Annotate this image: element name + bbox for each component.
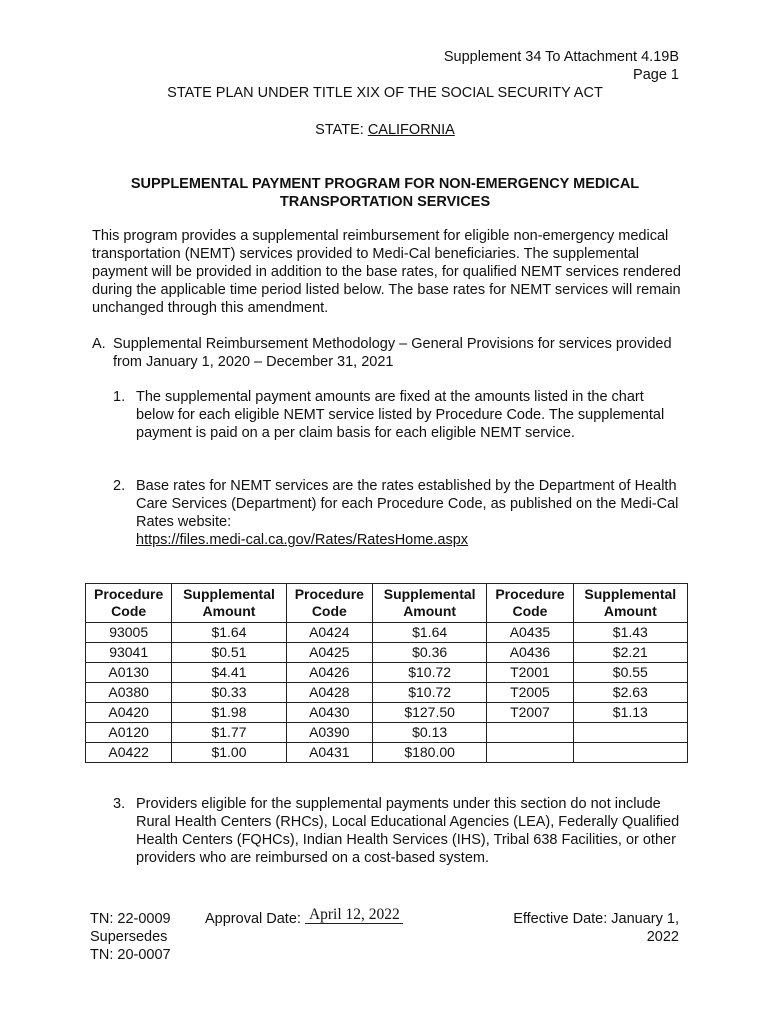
supplemental-amount-cell: $1.13 xyxy=(573,703,687,723)
approval-date: April 12, 2022 xyxy=(305,907,403,924)
tn-number: TN: 22-0009 xyxy=(90,911,171,927)
supplemental-amount-cell: $1.00 xyxy=(172,743,286,763)
item-number: 3. xyxy=(113,796,126,812)
table-row xyxy=(86,683,688,703)
supplemental-amount-cell: $180.00 xyxy=(372,743,486,763)
procedure-code-cell: A0425 xyxy=(286,643,372,663)
procedure-code-cell: A0430 xyxy=(286,703,372,723)
procedure-code-cell: A0428 xyxy=(286,683,372,703)
approval-date-block xyxy=(205,906,403,928)
procedure-code-cell: A0422 xyxy=(86,743,172,763)
supplemental-amount-cell: $1.64 xyxy=(372,623,486,643)
item-text: The supplemental payment amounts are fixed at the amounts listed in the chart below for each eligible NEMT service listed by Procedure Code. The supplemental payment is paid on a per claim basis for each eligible NEMT service. xyxy=(136,389,665,441)
intro-paragraph: This program provides a supplemental reimbursement for eligible non-emergency medical transportation (NEMT) services provided to Medi-Cal beneficiaries. The supplemental payment will be provided in addition to the base rates, for qualified NEMT services rendered during the applicable time period listed below. The base rates for NEMT services will remain unchanged through this amendment. xyxy=(92,228,681,316)
supplemental-amount-cell: $0.36 xyxy=(372,643,486,663)
table-row xyxy=(86,643,688,663)
procedure-code-cell: 93041 xyxy=(86,643,172,663)
procedure-code-cell: A0435 xyxy=(487,623,573,643)
supplemental-amount-cell: $4.41 xyxy=(172,663,286,683)
procedure-code-cell: A0426 xyxy=(286,663,372,683)
table-row xyxy=(86,723,688,743)
item-number: 1. xyxy=(113,389,126,405)
program-title: SUPPLEMENTAL PAYMENT PROGRAM FOR NON-EMERGENCY MEDICAL TRANSPORTATION SERVICES xyxy=(130,176,640,210)
section-a-text: Supplemental Reimbursement Methodology – General Provisions for services provided from January 1, 2020 – December 31, 2021 xyxy=(113,336,672,370)
supplement-heading: Supplement 34 To Attachment 4.19B xyxy=(443,49,679,65)
supplemental-amount-cell: $0.51 xyxy=(172,643,286,663)
table-row xyxy=(86,663,688,683)
supplemental-amount-cell: $1.43 xyxy=(573,623,687,643)
procedure-code-cell: T2007 xyxy=(487,703,573,723)
procedure-code-cell: A0130 xyxy=(86,663,172,683)
procedure-code-cell: A0420 xyxy=(86,703,172,723)
supplemental-amount-cell: $2.63 xyxy=(573,683,687,703)
supplemental-amount-cell xyxy=(573,723,687,743)
procedure-code-cell: T2005 xyxy=(487,683,573,703)
supplemental-amount-cell: $1.77 xyxy=(172,723,286,743)
column-header: Procedure Code xyxy=(286,584,372,623)
item-text-body: Base rates for NEMT services are the rates established by the Department of Health Care Services (Department) for each Procedure Code, as published on the Medi-Cal Rates website: xyxy=(136,478,679,530)
effective-date: Effective Date: January 1, 2022 xyxy=(513,911,679,945)
supplemental-amount-cell: $127.50 xyxy=(372,703,486,723)
procedure-code-cell xyxy=(487,723,573,743)
procedure-code-cell: T2001 xyxy=(487,663,573,683)
procedure-code-cell: 93005 xyxy=(86,623,172,643)
supplemental-amount-cell: $2.21 xyxy=(573,643,687,663)
supplemental-amount-cell: $0.55 xyxy=(573,663,687,683)
rates-table xyxy=(85,583,688,763)
state-label: STATE: xyxy=(315,122,368,138)
procedure-code-cell: A0424 xyxy=(286,623,372,643)
supersedes-label: Supersedes xyxy=(90,929,168,945)
footer-tn-block xyxy=(90,910,171,964)
supplemental-amount-cell: $1.64 xyxy=(172,623,286,643)
procedure-code-cell: A0390 xyxy=(286,723,372,743)
item-text: Providers eligible for the supplemental payments under this section do not include Rural Health Centers (RHCs), Local Educational Agencies (LEA), Federally Qualified Health Centers (FQHCs), Indian Health Services (IHS), Tribal 638 Facilities, or other providers who are reimbursed on a cost-based system. xyxy=(136,796,680,866)
procedure-code-cell: A0436 xyxy=(487,643,573,663)
table-row xyxy=(86,703,688,723)
state-name: CALIFORNIA xyxy=(367,122,455,138)
column-header: Supplemental Amount xyxy=(172,584,286,623)
supplemental-amount-cell xyxy=(573,743,687,763)
rates-website-link[interactable]: https://files.medi-cal.ca.gov/Rates/RatesHome.aspx xyxy=(136,532,469,548)
page-number: Page 1 xyxy=(633,67,679,83)
procedure-code-cell: A0120 xyxy=(86,723,172,743)
table-row xyxy=(86,623,688,643)
section-a-label: A. xyxy=(92,336,106,352)
item-text xyxy=(136,477,681,549)
column-header: Procedure Code xyxy=(86,584,172,623)
item-number: 2. xyxy=(113,478,126,494)
supplemental-amount-cell: $0.13 xyxy=(372,723,486,743)
column-header: Supplemental Amount xyxy=(573,584,687,623)
table-row xyxy=(86,743,688,763)
table-header-row xyxy=(86,584,688,623)
state-plan-heading: STATE PLAN UNDER TITLE XIX OF THE SOCIAL SECURITY ACT xyxy=(167,85,603,101)
approval-label: Approval Date: xyxy=(205,911,305,927)
tn-previous: TN: 20-0007 xyxy=(90,947,171,963)
column-header: Procedure Code xyxy=(487,584,573,623)
column-header: Supplemental Amount xyxy=(372,584,486,623)
supplemental-amount-cell: $10.72 xyxy=(372,663,486,683)
supplemental-amount-cell: $0.33 xyxy=(172,683,286,703)
state-line xyxy=(0,121,770,139)
procedure-code-cell: A0431 xyxy=(286,743,372,763)
supplemental-amount-cell: $1.98 xyxy=(172,703,286,723)
supplemental-amount-cell: $10.72 xyxy=(372,683,486,703)
procedure-code-cell: A0380 xyxy=(86,683,172,703)
procedure-code-cell xyxy=(487,743,573,763)
